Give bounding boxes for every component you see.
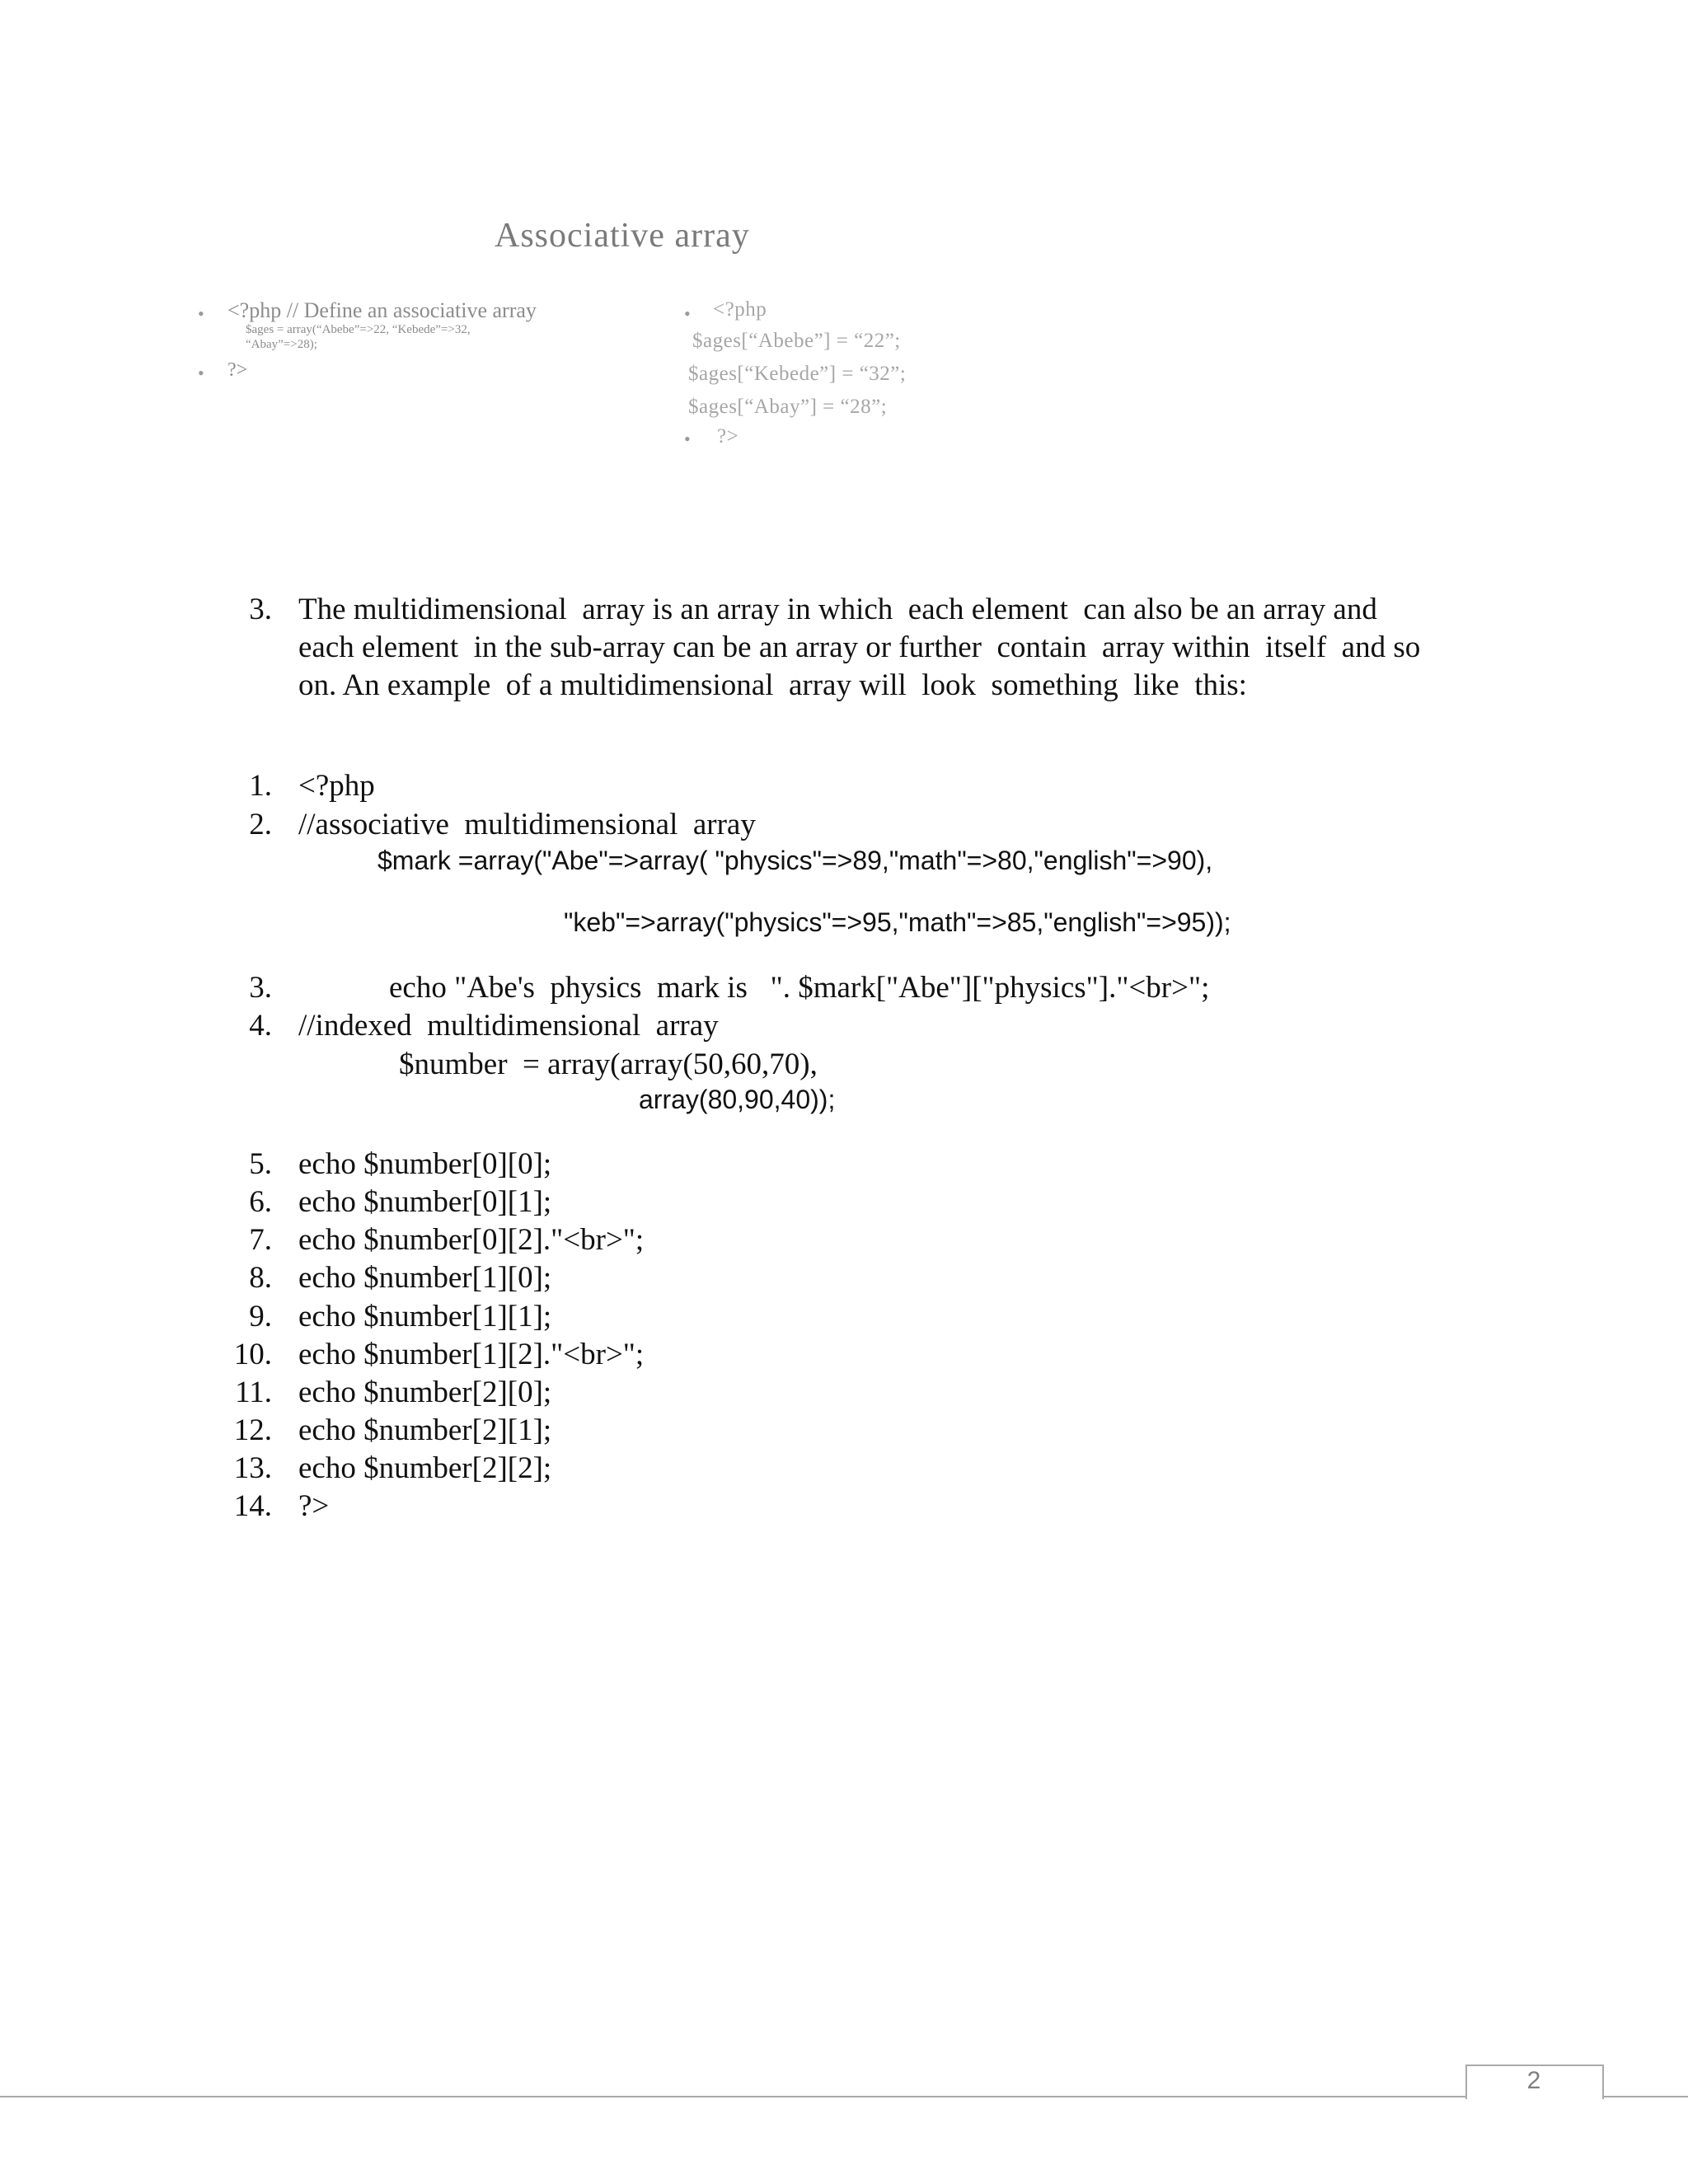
page-number: 2: [1526, 2067, 1541, 2094]
footer-rule: [1602, 2096, 1688, 2097]
code-line: //indexed multidimensional array: [298, 1009, 719, 1043]
slide-left-line: <?php // Define an associative array: [227, 298, 537, 322]
slide-right-line: $ages[“Abay”] = “28”;: [688, 396, 888, 418]
code-line: echo $number[2][1];: [298, 1413, 552, 1447]
code-line: echo $number[1][1];: [298, 1300, 552, 1333]
list-number: 3.: [249, 593, 272, 626]
bullet-icon: •: [684, 303, 691, 324]
code-line-number: 12.: [233, 1413, 272, 1447]
paragraph-line: The multidimensional array is an array in which each element can also be an array and: [298, 593, 1377, 626]
code-line: ?>: [298, 1489, 330, 1523]
slide-left-line: ?>: [227, 359, 248, 381]
code-line: echo $number[2][0];: [298, 1376, 552, 1409]
slide-image: [198, 198, 1022, 470]
paragraph-line: on. An example of a multidimensional array will look something like this:: [298, 668, 1247, 702]
code-line: echo $number[2][2];: [298, 1451, 552, 1485]
bullet-icon: •: [684, 429, 691, 449]
code-line-number: 13.: [233, 1451, 272, 1485]
code-line-number: 2.: [249, 808, 272, 841]
slide-right-line: $ages[“Kebede”] = “32”;: [688, 363, 907, 385]
code-line-number: 3.: [249, 971, 272, 1005]
paragraph-line: each element in the sub-array can be an array or further contain array within itself and so: [298, 630, 1421, 664]
code-line-number: 5.: [249, 1147, 272, 1181]
code-line-number: 14.: [233, 1489, 272, 1523]
code-line-number: 10.: [233, 1338, 272, 1371]
slide-left-code: “Abay”=>28);: [246, 338, 317, 351]
code-line: //associative multidimensional array: [298, 808, 756, 841]
slide-title: Associative array: [495, 217, 750, 255]
code-line: $number = array(array(50,60,70),: [399, 1047, 818, 1081]
code-line-number: 7.: [249, 1223, 272, 1257]
code-line-number: 9.: [249, 1300, 272, 1333]
code-line-number: 4.: [249, 1009, 272, 1043]
slide-right-line: ?>: [717, 425, 739, 448]
code-line: echo $number[0][1];: [298, 1185, 552, 1219]
code-line-number: 11.: [235, 1376, 272, 1409]
slide-left-code: $ages = array(“Abebe”=>22, “Kebede”=>32,: [246, 323, 471, 336]
code-line: echo $number[1][2]."<br>";: [298, 1338, 645, 1371]
slide-right-line: $ages[“Abebe”] = “22”;: [692, 330, 901, 352]
code-line: echo $number[0][0];: [298, 1147, 552, 1181]
code-line-number: 8.: [249, 1261, 272, 1295]
slide-right-line: <?php: [713, 298, 767, 321]
code-line: $mark =array("Abe"=>array( "physics"=>89,"math"=>80,"english"=>90),: [377, 846, 1213, 875]
code-line: echo "Abe's physics mark is ". $mark["Abe"]["physics"]."<br>";: [389, 971, 1210, 1005]
code-line: echo $number[0][2]."<br>";: [298, 1223, 645, 1257]
code-line-number: 6.: [249, 1185, 272, 1219]
code-line-number: 1.: [249, 769, 272, 803]
footer-rule: [0, 2096, 1465, 2097]
code-line: array(80,90,40));: [639, 1085, 836, 1114]
code-line: <?php: [298, 769, 375, 803]
code-line: echo $number[1][0];: [298, 1261, 552, 1295]
code-line: "keb"=>array("physics"=>95,"math"=>85,"english"=>95));: [564, 907, 1231, 937]
bullet-icon: •: [198, 303, 204, 324]
bullet-icon: •: [198, 363, 204, 383]
